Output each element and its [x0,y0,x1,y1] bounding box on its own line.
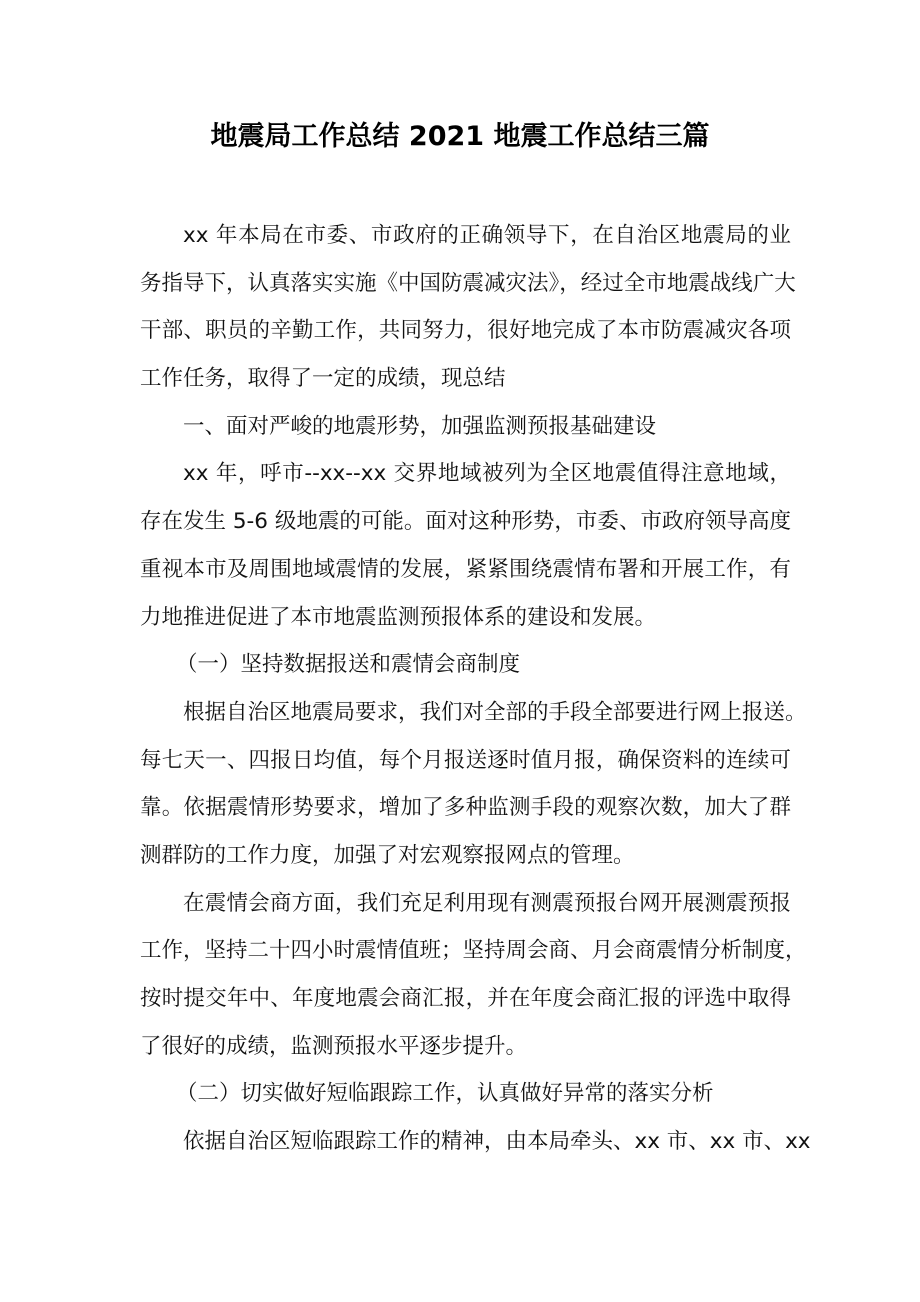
paragraph-line: xx 年本局在市委、市政府的正确领导下，在自治区地震局的业 [183,223,791,248]
paragraph-line: 干部、职员的辛勤工作，共同努力，很好地完成了本市防震减灾各项 [140,318,791,344]
paragraph-line: 依据自治区短临跟踪工作的精神，由本局牵头、xx 市、xx 市、xx [183,1129,811,1155]
paragraph-line: 根据自治区地震局要求，我们对全部的手段全部要进行网上报送。 [183,699,807,725]
paragraph-line: 按时提交年中、年度地震会商汇报，并在年度会商汇报的评选中取得 [140,986,791,1011]
paragraph-line: 力地推进促进了本市地震监测预报体系的建设和发展。 [140,604,657,630]
document-body [140,212,811,1166]
paragraph-line: 靠。依据震情形势要求，增加了多种监测手段的观察次数，加大了群 [140,795,791,821]
paragraph-line: 存在发生 5-6 级地震的可能。面对这种形势，市委、市政府领导高度 [140,509,791,535]
paragraph-line: 工作任务，取得了一定的成绩，现总结 [140,366,506,392]
document-title: 地震局工作总结 2021 地震工作总结三篇 [210,121,710,152]
section-heading: （二）切实做好短临跟踪工作，认真做好异常的落实分析 [176,1081,714,1107]
section-heading: （一）坚持数据报送和震情会商制度 [176,652,521,678]
paragraph-line: 工作，坚持二十四小时震情值班；坚持周会商、月会商震情分析制度， [140,938,807,964]
paragraph-line: 重视本市及周围地域震情的发展，紧紧围绕震情布署和开展工作，有 [140,556,791,582]
paragraph-line: 务指导下，认真落实实施《中国防震减灾法》，经过全市地震战线广大 [140,270,796,296]
paragraph-line: 在震情会商方面，我们充足利用现有测震预报台网开展测震预报 [183,890,791,916]
paragraph-line: 测群防的工作力度，加强了对宏观察报网点的管理。 [140,842,635,868]
paragraph-line: 每七天一、四报日均值，每个月报送逐时值月报，确保资料的连续可 [140,747,791,773]
paragraph-line: 了很好的成绩，监测预报水平逐步提升。 [140,1033,528,1059]
paragraph-line: xx 年，呼市--xx--xx 交界地域被列为全区地震值得注意地域， [183,461,791,487]
section-heading: 一、面对严峻的地震形势，加强监测预报基础建设 [183,413,657,439]
